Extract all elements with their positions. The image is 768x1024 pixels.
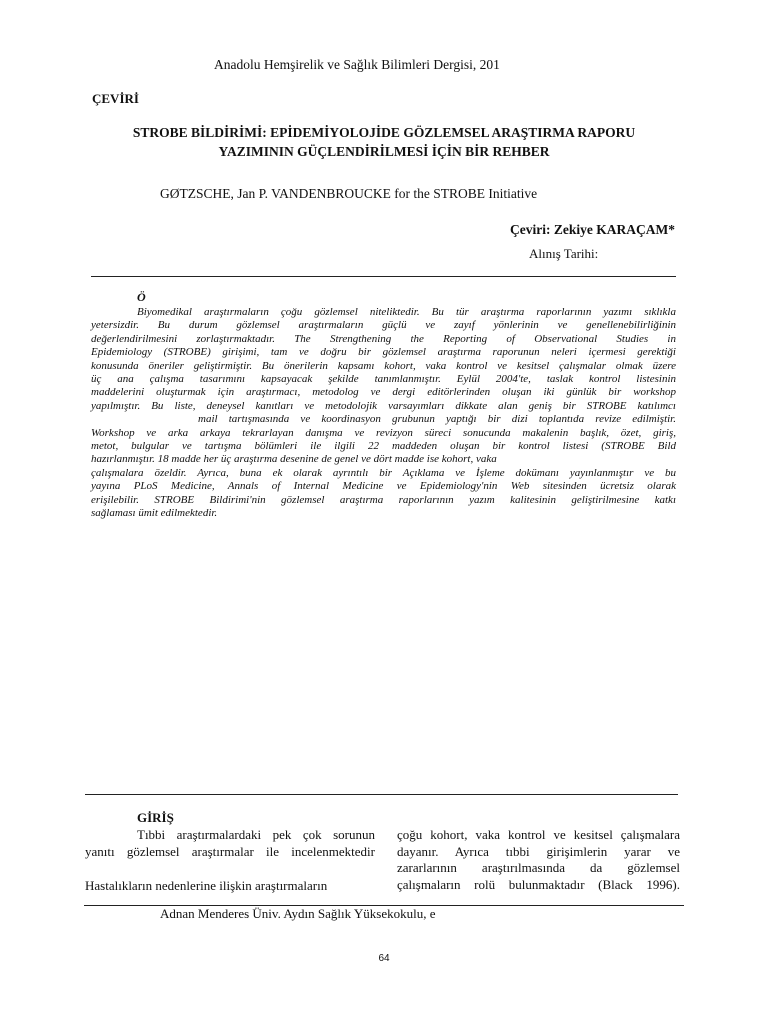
intro-right-column — [397, 827, 680, 893]
body-line: Hastalıkların nedenlerine ilişkin araştırmaların — [85, 878, 328, 893]
abstract-line: metot, bulgular ve tartışma bölümleri ile ilgili 22 maddeden oluşan bir kontrol listesi (STROBE Bild — [91, 440, 676, 453]
section-divider — [85, 794, 678, 795]
abstract-body — [91, 306, 676, 521]
top-divider — [91, 276, 676, 277]
abstract-line: yayına PLoS Medicine, Annals of Internal Medicine ve Epidemiology'nin Web sitesinden ücretsiz olarak — [91, 480, 676, 493]
page-number: 64 — [378, 953, 390, 964]
abstract-line: maddelerini oluşturmak için araştırmacı, metodolog ve dergi editörlerinden oluşan iki günlük bir workshop — [91, 386, 676, 399]
abstract-line: yapılmıştır. Bu liste, deneysel kanıtları ve metodolojik varsayımları dikkate alan geniş bir STROBE katılımcı — [91, 399, 676, 412]
article-title — [80, 123, 688, 161]
intro-left-column — [85, 827, 375, 895]
abstract-line: Epidemiology (STROBE) girişimi, tam ve doğru bir gözlemsel araştırma raporunun neleri içermesi gerektiği — [91, 346, 676, 359]
article-title-line-1: STROBE BİLDİRİMİ: EPİDEMİYOLOJİDE GÖZLEMSEL ARAŞTIRMA RAPORU — [132, 125, 636, 140]
abstract-line: erişilebilir. STROBE Bildirimi'nin gözlemsel araştırma raporlarının yazım kalitesinin geliştirilmesine katkı — [91, 493, 676, 506]
body-line: çalışmaların rolü bulunmaktadır (Black 1996). — [397, 876, 680, 892]
abstract-line: sağlaması ümit edilmektedir. — [91, 507, 218, 520]
abstract-line: çalışmalara özeldir. Ayrıca, buna ek olarak ayrıntılı bir Açıklama ve İşleme dokümanı yayınlanmıştır ve bu — [91, 466, 676, 479]
abstract-line: hazırlanmıştır. 18 madde her üç araştırma desenine de genel ve dört madde ise kohort, vaka — [91, 453, 497, 466]
received-date: Alınış Tarihi: — [529, 246, 599, 261]
translator: Çeviri: Zekiye KARAÇAM* — [510, 222, 675, 237]
abstract-line: Workshop ve arka arkaya tekrarlayan danışma ve revizyon süreci sonucunda makalenin başlık, özet, giriş, — [91, 426, 676, 439]
abstract-line: mail tartışmasında ve koordinasyon grubunun yaptığı bir dizi toplantıda revize edilmiştir. — [198, 413, 676, 426]
body-line: yanıtı gözlemsel araştırmalar ile incelenmektedir — [85, 843, 375, 859]
footnote-affiliation: Adnan Menderes Üniv. Aydın Sağlık Yüksekokulu, e — [160, 906, 436, 921]
journal-header: Anadolu Hemşirelik ve Sağlık Bilimleri Dergisi, 201 — [214, 57, 500, 72]
abstract-line: değerlendirilmesini zorlaştırmaktadır. The Strengthening the Reporting of Observational Studies in — [91, 332, 676, 345]
authors: GØTZSCHE, Jan P. VANDENBROUCKE for the STROBE Initiative — [160, 186, 538, 201]
abstract-line: konusunda öneriler geliştirmiştir. Bu önerilerin kapsamı kohort, vaka kontrol ve kesitsel çalışmalar olmak üzere — [91, 359, 676, 372]
intro-heading: GİRİŞ — [137, 810, 174, 825]
abstract-line: yetersizdir. Bu durum gözlemsel araştırmaların güçlü ve zayıf yönlerinin ve genellenebilirliğinin — [91, 319, 676, 332]
abstract-line: Biyomedikal araştırmaların çoğu gözlemsel niteliktedir. Bu tür araştırma raporlarının yazımı sıklıkla — [137, 306, 676, 318]
body-line: Tıbbi araştırmalardaki pek çok sorunun — [137, 827, 375, 842]
article-title-line-2: YAZIMININ GÜÇLENDİRİLMESİ İÇİN BİR REHBER — [218, 144, 550, 159]
body-line: çoğu kohort, vaka kontrol ve kesitsel çalışmalara — [397, 827, 680, 842]
body-line: dayanır. Ayrıca tıbbi girişimlerin yarar ve — [397, 843, 680, 859]
abstract-heading: Ö — [137, 290, 146, 304]
body-line: zararlarının araştırılmasında da gözlemsel — [397, 860, 680, 875]
section-label: ÇEVİRİ — [92, 91, 139, 106]
abstract-line: üç ana çalışma tasarımını kapsayacak şekilde tanımlanmıştır. Eylül 2004'te, taslak kontrol listesinin — [91, 373, 676, 386]
